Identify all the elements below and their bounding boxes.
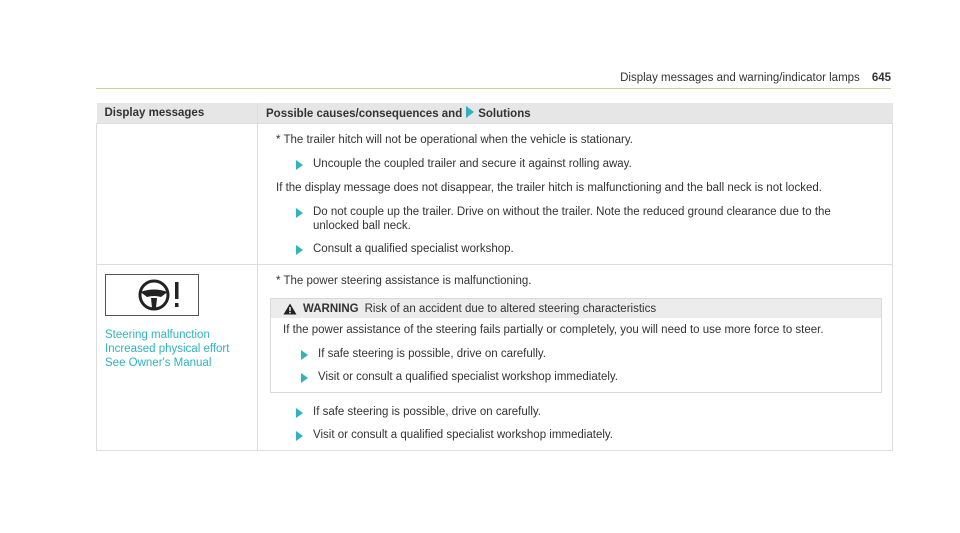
steering-malfunction-message — [105, 328, 257, 370]
row2-intro: * The power steering assistance is malfunctioning. — [276, 275, 532, 287]
warning-box-header — [271, 299, 881, 318]
warning-title: Risk of an accident due to altered steering characteristics — [364, 302, 657, 315]
warning-step2: Visit or consult a qualified specialist workshop immediately. — [318, 371, 618, 383]
arrow-right-icon — [296, 431, 303, 441]
arrow-right-icon — [296, 408, 303, 418]
page-header-title: Display messages and warning/indicator lamps — [620, 72, 860, 84]
arrow-right-icon — [296, 160, 303, 170]
left-line3: See Owner's Manual — [105, 357, 212, 369]
warning-label: WARNING — [303, 302, 359, 315]
row1-step2-line2: unlocked ball neck. — [313, 220, 411, 232]
list-item — [283, 347, 881, 361]
warning-box — [270, 298, 882, 393]
list-item — [268, 157, 892, 171]
warning-step1: If safe steering is possible, drive on carefully. — [318, 348, 546, 360]
row1-step2 — [313, 205, 831, 233]
row2-display-cell — [97, 265, 258, 451]
row1-solutions-cell — [258, 124, 893, 265]
col-header-display-messages: Display messages — [97, 103, 258, 124]
row1-step3: Consult a qualified specialist workshop. — [313, 243, 514, 255]
warning-body: If the power assistance of the steering fails partially or completely, you will need to use more force to steer. — [283, 324, 824, 336]
warning-box-body — [271, 318, 881, 392]
col-header-causes-solutions — [258, 103, 893, 124]
steering-wheel-warning-svg — [106, 275, 198, 315]
list-item — [268, 242, 892, 256]
page-number: 645 — [871, 72, 891, 84]
list-item — [258, 428, 892, 442]
row1-display-cell — [97, 124, 258, 265]
col-header-solutions-text: Solutions — [478, 108, 531, 120]
display-messages-table — [96, 103, 893, 451]
arrow-right-icon — [301, 350, 308, 360]
arrow-right-icon — [296, 208, 303, 218]
row2-step2: Visit or consult a qualified specialist workshop immediately. — [313, 429, 613, 441]
row1-step1: Uncouple the coupled trailer and secure it against rolling away. — [313, 158, 632, 170]
left-line2: Increased physical effort — [105, 343, 230, 355]
steering-wheel-warning-icon — [105, 274, 199, 316]
table-row — [97, 124, 893, 265]
row1-para: If the display message does not disappear, the trailer hitch is malfunctioning and the ball neck is not locked. — [276, 182, 822, 194]
left-line1: Steering malfunction — [105, 329, 210, 341]
table-row — [97, 265, 893, 451]
row2-step1: If safe steering is possible, drive on carefully. — [313, 406, 541, 418]
arrow-right-icon — [296, 245, 303, 255]
warning-triangle-icon — [283, 303, 297, 315]
page-header — [96, 72, 891, 89]
col-header-causes-text: Possible causes/consequences and — [266, 108, 463, 120]
arrow-right-icon — [466, 106, 474, 118]
table-header-row — [97, 103, 893, 124]
arrow-right-icon — [301, 373, 308, 383]
row1-intro: * The trailer hitch will not be operational when the vehicle is stationary. — [276, 134, 633, 146]
list-item — [268, 205, 892, 233]
list-item — [258, 405, 892, 419]
list-item — [283, 370, 881, 384]
row2-solutions-cell — [258, 265, 893, 451]
row1-step2-line1: Do not couple up the trailer. Drive on without the trailer. Note the reduced ground clearance due to the — [313, 206, 831, 218]
